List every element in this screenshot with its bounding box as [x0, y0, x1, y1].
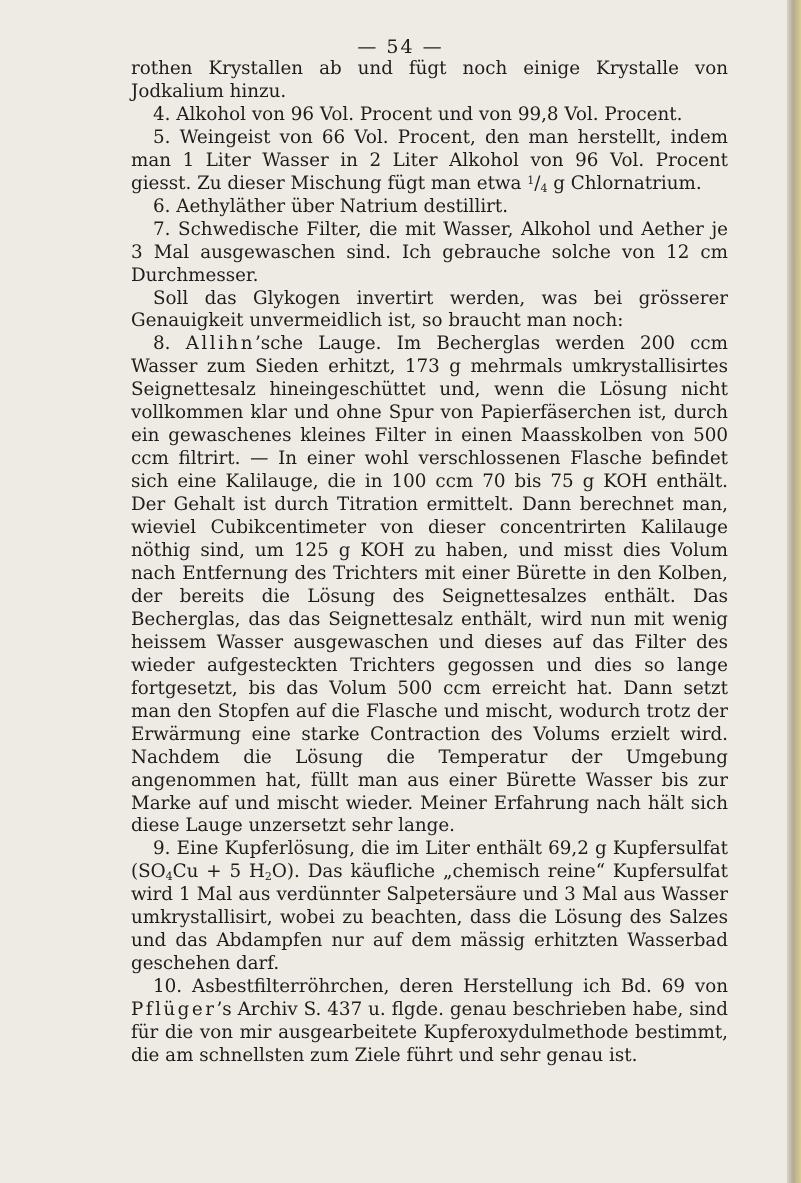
paragraph-item-6: 6. Aethyläther über Natrium destillirt. — [153, 195, 509, 217]
paragraph-continuation: rothen Krystallen ab und fügt noch einige Krystalle von Jodkalium hinzu. — [131, 58, 728, 102]
item-5-text-b: g Chlornatrium. — [547, 172, 702, 194]
paragraph-glykogen: Soll das Glykogen invertirt werden, was bei grösserer Genauigkeit unvermeidlich ist, so braucht man noch: — [131, 287, 728, 332]
item-10-text-b: ’s Archiv S. 437 u. flgde. genau beschrieben habe, sind für die von mir ausgearbeitete Kupferoxydulmethode bestimmt, die am schnellsten zum Ziele führt und sehr genau ist. — [131, 999, 728, 1066]
item-8-number: 8. — [153, 333, 186, 355]
item-5-text-a: 5. Weingeist von 66 Vol. Procent, den man herstellt, indem man 1 Liter Wasser in 2 Liter Alkohol von 96 Vol. Procent giesst. Zu dieser Mischung fügt man etwa — [131, 126, 728, 194]
fraction-numerator: 1 — [527, 173, 535, 187]
subscript-4: 4 — [165, 870, 173, 884]
paragraph-item-5: 5. Weingeist von 66 Vol. Procent, den man herstellt, indem man 1 Liter Wasser in 2 Liter Alkohol von 96 Vol. Procent giesst. Zu dieser Mischung fügt man etwa $^1/_4$ g Chlornatrium. — [131, 126, 728, 195]
subscript-2: 2 — [264, 870, 272, 884]
author-name-pflueger: Pflüger — [131, 999, 217, 1021]
item-9-text-a: 9. Eine Kupferlösung, die im Liter enthält 69,2 g Kupfersulfat (SO — [131, 838, 728, 883]
item-9-text-c: O). Das käufliche „chemisch reine“ Kupfersulfat wird 1 Mal aus verdünnter Salpetersäure und 3 Mal aus Wasser umkrystallisirt, wobei zu beachten, dass die Lösung des Salzes und das Abdampfen nur auf dem mässig erhitzten Wasserbad geschehen darf. — [131, 861, 728, 975]
page-number: — 54 — — [357, 36, 444, 58]
paragraph-item-10 — [131, 976, 728, 1068]
item-8-text: ’sche Lauge. Im Becherglas werden 200 ccm Wasser zum Sieden erhitzt, 173 g mehrmals umkrystallisirtes Seignettesalz hineingeschüttet und, wenn die Lösung nicht vollkommen klar und ohne Spur von Papierfäserchen ist, durch ein gewaschenes kleines Filter in einen Maasskolben von 500 ccm filtrirt. — In einer wohl verschlossenen Flasche befindet sich eine Kalilauge, die in 100 ccm 70 bis 75 g KOH enthält. Der Gehalt ist durch Titration ermittelt. Dann berechnet man, wieviel Cubikcentimeter von dieser concentrirten Kalilauge nöthig sind, um 125 g KOH zu haben, und misst dies Volum nach Entfernung des Trichters mit einer Bürette in den Kolben, der bereits die Lösung des Seignettesalzes enthält. Das Becherglas, das das Seignettesalz enthält, wird nun mit wenig heissem Wasser ausgewaschen und dieses auf das Filter des wieder aufgesteckten Trichters gegossen und dies so lange fortgesetzt, bis das Volum 500 ccm erreicht hat. Dann setzt man den Stopfen auf die Flasche und mischt, wodurch trotz der Erwärmung eine starke Contraction des Volums erzielt wird. Nachdem die Lösung die Temperatur der Umgebung angenommen hat, füllt man aus einer Bürette Wasser bis zur Marke auf und mischt wieder. Meiner Erfahrung nach hält sich diese Lauge unzersetzt sehr lange. — [131, 333, 728, 837]
paragraph-item-9 — [131, 838, 728, 976]
item-10-text-a: 10. Asbestfilterröhrchen, deren Herstellung ich Bd. 69 von — [153, 976, 728, 998]
fraction-denominator: 4 — [540, 181, 548, 195]
item-9-text-b: Cu + 5 H — [172, 861, 265, 883]
page-edge-shadow — [787, 0, 801, 1183]
paragraph-item-4: 4. Alkohol von 96 Vol. Procent und von 99,8 Vol. Procent. — [153, 103, 683, 125]
paragraph-item-7: 7. Schwedische Filter, die mit Wasser, Alkohol und Aether je 3 Mal ausgewaschen sind. Ich gebrauche solche von 12 cm Durchmesser. — [131, 218, 728, 286]
paragraph-item-8 — [131, 333, 728, 838]
page-body — [131, 58, 728, 1068]
author-name-allihn: Allihn — [185, 333, 255, 355]
